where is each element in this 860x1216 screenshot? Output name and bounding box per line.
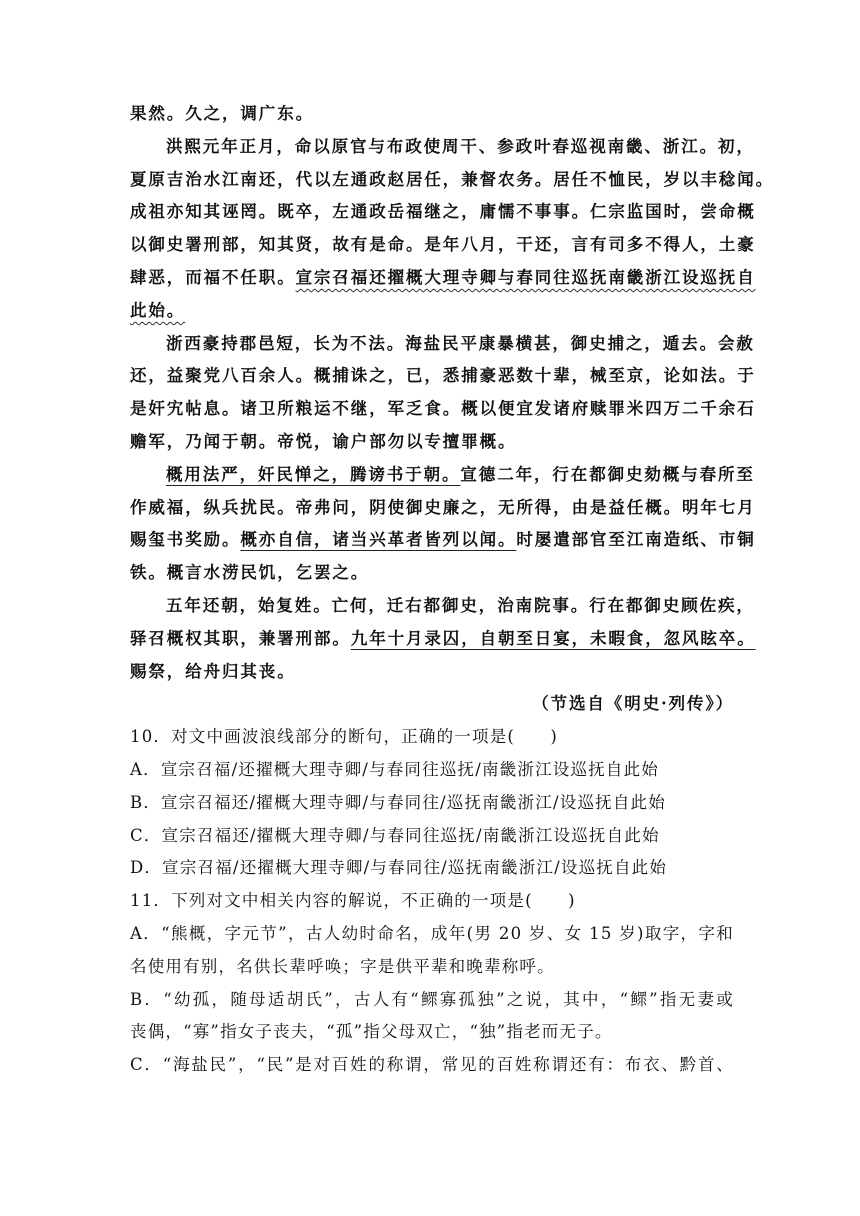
question-10 — [130, 721, 734, 885]
wavy-underlined-text: 宣宗召福还擢概大理寺卿与春同往巡抚南畿浙江设巡抚自 — [295, 267, 756, 287]
paragraph-2 — [130, 328, 756, 459]
text-segment: 赐玺书奖励。 — [130, 530, 241, 550]
text-line: 铁。概言水涝民饥，乞罢之。 — [130, 563, 370, 583]
text-segment: 宣德二年，行在都御史劾概与春所至 — [460, 464, 755, 484]
text-segment: 驿召概权其职，兼署刑部。 — [130, 628, 351, 648]
source-citation: （节选自《明史·列传》） — [532, 694, 734, 714]
text-line: 洪熙元年正月，命以原官与布政使周干、参政叶春巡视南畿、浙江。初， — [166, 136, 755, 156]
text-line: 以御史署刑部，知其贤，故有是命。是年八月，干还，言有司多不得人，土豪 — [130, 235, 756, 255]
option-c: C．“海盐民”，“民”是对百姓的称谓，常见的百姓称谓还有：布衣、黔首、 — [130, 1055, 734, 1075]
text-line: 是奸宄帖息。诸卫所粮运不继，军乏食。概以便宜发诸府赎罪米四万二千余石 — [130, 399, 756, 419]
underlined-text: 概用法严，奸民惮之，腾谤书于朝。 — [166, 464, 461, 484]
underlined-text: 概亦自信，诸当兴革者皆列以闻。 — [240, 530, 517, 550]
text-line: 作威福，纵兵扰民。帝弗问，阴使御史廉之，无所得，由是益任概。明年七月 — [130, 497, 756, 517]
option-a: A．宣宗召福/还擢概大理寺卿/与春同往巡抚/南畿浙江设巡抚自此始 — [130, 759, 659, 779]
text-line — [130, 459, 755, 492]
text-line — [130, 623, 756, 656]
text-line: 夏原吉治水江南还，代以左通政赵居任，兼督农务。居任不恤民，岁以丰稔闻。 — [130, 169, 774, 189]
option-c: C．宣宗召福还/擢概大理寺卿/与春同往巡抚/南畿浙江设巡抚自此始 — [130, 825, 660, 845]
paragraph-1 — [130, 131, 774, 328]
option-d: D．宣宗召福/还擢概大理寺卿/与春同往/巡抚南畿浙江/设巡抚自此始 — [130, 858, 668, 878]
option-b-continued: 丧偶，“寡”指女子丧夫，“孤”指父母双亡，“独”指老而无子。 — [130, 1022, 613, 1042]
option-a-continued: 名使用有别，名供长辈呼唤；字是供平辈和晚辈称呼。 — [130, 956, 555, 976]
text-line: 成祖亦知其诬罔。既卒，左通政岳福继之，庸懦不事事。仁宗监国时，尝命概 — [130, 202, 756, 222]
option-a: A．“熊概，字元节”，古人幼时命名，成年(男 20 岁、女 15 岁)取字，字和 — [130, 923, 734, 943]
text-line — [130, 524, 756, 557]
question-stem: 10．对文中画波浪线部分的断句，正确的一项是( ) — [130, 727, 559, 747]
paragraph-4 — [130, 590, 756, 688]
text-segment: 时屡遣部官至江南造纸、市铜 — [516, 530, 756, 550]
text-line: 五年还朝，始复姓。亡何，迁右都御史，治南院事。行在都御史顾佐疾， — [166, 595, 755, 615]
text-line: 还，益聚党八百余人。概捕诛之，已，悉捕豪恶数十辈，械至京，论如法。于 — [130, 366, 756, 386]
text-line: 赡军，乃闻于朝。帝悦，谕户部勿以专擅罪概。 — [130, 431, 517, 451]
paragraph-3 — [130, 459, 756, 590]
text-line: 果然。久之，调广东。 — [130, 104, 314, 123]
text-segment: 肆恶，而福不任职。 — [130, 267, 296, 287]
text-line: 浙西豪持郡邑短，长为不法。海盐民平康暴横甚，御史捕之，遁去。会赦 — [166, 333, 755, 353]
question-stem: 11．下列对文中相关内容的解说，不正确的一项是( ) — [130, 891, 576, 911]
text-line: 赐祭，给舟归其丧。 — [130, 661, 296, 681]
question-11 — [130, 885, 734, 1082]
option-b: B．“幼孤，随母适胡氏”，古人有“鳏寡孤独”之说，其中，“鳏”指无妻或 — [130, 989, 734, 1009]
option-b: B．宣宗召福还/擢概大理寺卿/与春同往/巡抚南畿浙江/设巡抚自此始 — [130, 792, 666, 812]
underlined-text: 九年十月录囚，自朝至日宴，未暇食，忽风眩卒。 — [350, 628, 756, 648]
wavy-underlined-text: 此始。 — [130, 300, 186, 320]
text-line — [130, 295, 734, 328]
text-line — [130, 262, 756, 295]
